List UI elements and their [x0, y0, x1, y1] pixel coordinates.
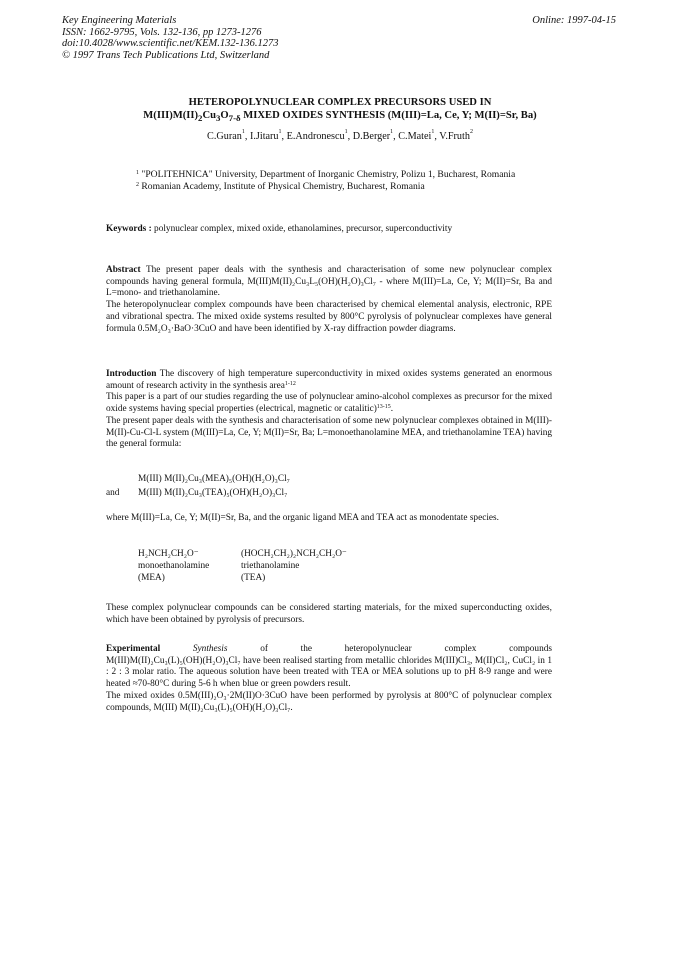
introduction	[106, 369, 552, 451]
copyright-line: © 1997 Trans Tech Publications Ltd, Switzerland	[62, 49, 270, 61]
journal-name: Key Engineering Materials	[62, 15, 177, 26]
title-line-2: $M(III)M(II)_2Cu_3O_{7-\delta}$ MIXED OXIDES SYNTHESIS (M(III)=La, Ce, Y; M(II)=Sr, Ba)	[143, 110, 537, 124]
journal-header	[62, 15, 279, 61]
title-line-1: HETEROPOLYNUCLEAR COMPLEX PRECURSORS USED IN	[188, 97, 492, 108]
intro-p3: The present paper deals with the synthesis and characterisation of some new polynuclear complexes obtained in M(III)-M(II)-Cu-Cl-L system (M(III)=La, Ce, Y; M(II)=Sr, Ba; L=monoethanolamine MEA, and triethanolamine TEA) having the general formula:	[106, 415, 552, 450]
experimental-p2: The mixed oxides 0.5M(III)₂O₃·2M(II)O·3CuO have been performed by pyrolysis at 800°C of polynuclear complex compounds, M(III) M(II)₂Cu₃(L)₅(OH)(H₂O)₃Cl₇.	[106, 690, 552, 713]
abstract-p2: The heteropolynuclear complex compounds have been characterised by chemical elemental analysis, electronic, RPE and vibrational spectra. The mixed oxide systems resulted by 800°C pyrolysis of polynuclear complexes have general formula 0.5M₂O₃·BaO·3CuO and have been identified by X-ray diffraction powder diagrams.	[106, 300, 552, 334]
where-paragraph: where M(III)=La, Ce, Y; M(II)=Sr, Ba, and the organic ligand MEA and TEA act as monodentate species.	[106, 513, 499, 523]
starting-materials-paragraph: These complex polynuclear compounds can be considered starting materials, for the mixed superconducting oxides, which have been obtained by pyrolysis of precursors.	[106, 603, 552, 625]
tea-name: triethanolamine	[241, 560, 300, 571]
affiliations	[136, 169, 515, 193]
author: D.Berger$^1$	[352, 129, 394, 142]
author: C.Matei$^1$	[398, 129, 435, 142]
affiliation-2: $^2$ Romanian Academy, Institute of Physical Chemistry, Bucharest, Romania	[136, 181, 425, 192]
ligand-mea	[138, 549, 209, 584]
tea-abbr: (TEA)	[241, 572, 266, 583]
abstract	[106, 265, 552, 335]
doi-line: doi:10.4028/www.scientific.net/KEM.132-136.1273	[62, 38, 279, 50]
issn-line: ISSN: 1662-9795, Vols. 132-136, pp 1273-1276	[62, 26, 262, 38]
formula-and-label: and	[106, 488, 120, 498]
formula-mea: M(III) M(II)₂Cu₃(MEA)₅(OH)(H₂O)₃Cl₇	[138, 474, 290, 484]
experimental-heading-line: Experimental Synthesis of the heteropolynuclear complex compounds	[106, 644, 552, 654]
paper-title	[90, 96, 590, 125]
tea-formula: (HOCH₂CH₂)₂NCH₂CH₂O⁻	[241, 549, 347, 559]
affiliation-1: $^1$ "POLITEHNICA" University, Department of Inorganic Chemistry, Polizu 1, Bucharest, Romania	[136, 169, 516, 180]
keywords: Keywords : polynuclear complex, mixed oxide, ethanolamines, precursor, superconductivity	[106, 224, 453, 234]
online-date: Online: 1997-04-15	[532, 15, 616, 26]
author: C.Guran$^1$	[207, 129, 245, 142]
author-list: C.Guran$^1$, I.Jitaru$^1$, E.Andronescu$^1$, D.Berger$^1$, C.Matei$^1$, V.Fruth$^2$	[207, 129, 473, 142]
formula-tea: M(III) M(II)₂Cu₃(TEA)₅(OH)(H₂O)₃Cl₇	[138, 488, 288, 498]
experimental-p1: M(III)M(II)₂Cu₃(L)₅(OH)(H₂O)₃Cl₇ have been realised starting from metallic chlorides M(III)Cl₃, M(II)Cl₂, CuCl₂ in 1 : 2 : 3 molar ratio. The aqueous solution have been treated with TEA or MEA solutions up to pH 8-9 range and were heated ≈70-80°C during 5-6 h when blue or green powders result.	[106, 655, 552, 690]
author: E.Andronescu$^1$	[286, 129, 348, 142]
mea-abbr: (MEA)	[138, 572, 165, 583]
mea-formula: H₂NCH₂CH₂O⁻	[138, 549, 199, 559]
experimental	[106, 644, 552, 714]
mea-name: monoethanolamine	[138, 560, 210, 571]
intro-p1: Introduction The discovery of high temperature superconductivity in mixed oxides systems generated an enormous amount of research activity in the synthesis area$^{1-12}$	[106, 369, 552, 391]
experimental-label: Experimental	[106, 644, 161, 654]
ligand-tea	[241, 549, 347, 584]
author: V.Fruth$^2$	[439, 129, 473, 142]
intro-p2: This paper is a part of our studies regarding the use of polynuclear amino-alcohol complexes as precursor for the mixed oxide systems having special properties (electrical, magnetic or catalitic)$^{13-15}$.	[106, 392, 552, 415]
abstract-p1: Abstract The present paper deals with the synthesis and characterisation of some new polynuclear complex compounds having general formula, M(III)M(II)₂Cu₃L₅(OH)(H₂O)₃Cl₇ - where M(III)=La, Ce, Y; M(II)=Sr, Ba and L=mono- and triethanolamine.	[106, 265, 552, 299]
author: I.Jitaru$^1$	[249, 129, 282, 142]
synthesis-word: Synthesis	[192, 644, 228, 654]
